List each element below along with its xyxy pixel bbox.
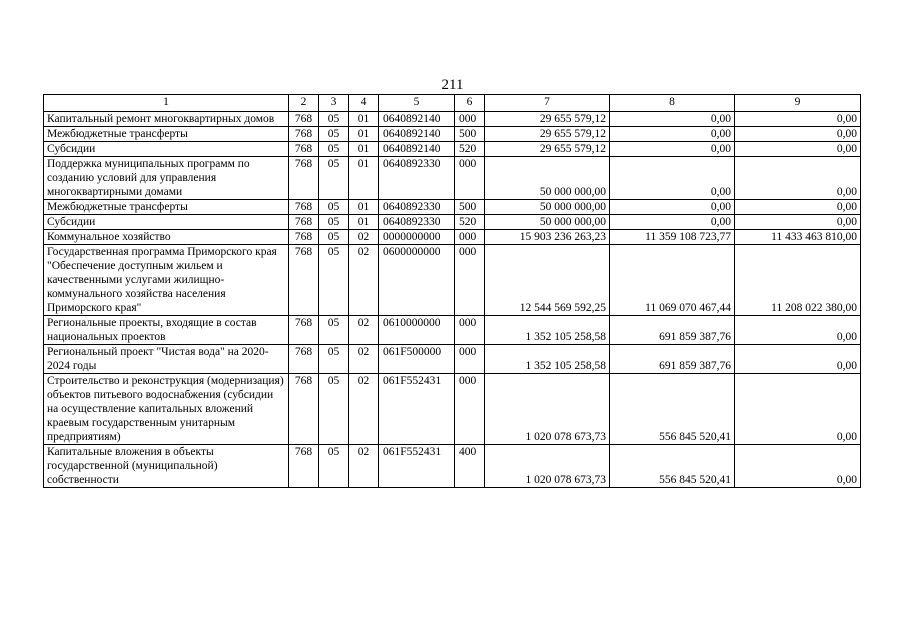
- row-amount-col7-cell: 29 655 579,12: [485, 112, 610, 127]
- row-amount-col8-cell: 11 069 070 467,44: [610, 245, 735, 316]
- row-section-cell: 05: [319, 112, 349, 127]
- row-admin-code-cell: 768: [289, 230, 319, 245]
- column-header: 6: [455, 95, 485, 112]
- row-amount-col8-cell: 0,00: [610, 127, 735, 142]
- row-subsection-cell: 02: [349, 316, 379, 345]
- row-section-cell: 05: [319, 316, 349, 345]
- row-name-cell: Региональные проекты, входящие в состав национальных проектов: [44, 316, 289, 345]
- row-subsection-cell: 02: [349, 345, 379, 374]
- row-section-cell: 05: [319, 200, 349, 215]
- row-amount-col8-cell: 556 845 520,41: [610, 374, 735, 445]
- column-header: 3: [319, 95, 349, 112]
- row-amount-col8-cell: 0,00: [610, 200, 735, 215]
- row-amount-col7-cell: 15 903 236 263,23: [485, 230, 610, 245]
- row-subsection-cell: 01: [349, 142, 379, 157]
- column-header: 4: [349, 95, 379, 112]
- row-subsection-cell: 01: [349, 215, 379, 230]
- row-admin-code-cell: 768: [289, 245, 319, 316]
- row-expense-type-cell: 000: [455, 230, 485, 245]
- row-expense-type-cell: 000: [455, 245, 485, 316]
- row-expense-type-cell: 000: [455, 345, 485, 374]
- table-row: [44, 112, 861, 127]
- row-amount-col9-cell: 0,00: [735, 127, 861, 142]
- row-amount-col8-cell: 556 845 520,41: [610, 445, 735, 488]
- row-amount-col8-cell: 0,00: [610, 112, 735, 127]
- row-amount-col8-cell: 0,00: [610, 142, 735, 157]
- row-amount-col8-cell: 691 859 387,76: [610, 345, 735, 374]
- row-amount-col7-cell: 29 655 579,12: [485, 142, 610, 157]
- row-expense-type-cell: 000: [455, 316, 485, 345]
- row-expense-type-cell: 520: [455, 215, 485, 230]
- row-section-cell: 05: [319, 374, 349, 445]
- row-name-cell: Государственная программа Приморского края "Обеспечение доступным жильем и качественными услугами жилищно-коммунального хозяйства населения Приморского края": [44, 245, 289, 316]
- row-amount-col9-cell: 11 433 463 810,00: [735, 230, 861, 245]
- row-amount-col9-cell: 0,00: [735, 215, 861, 230]
- row-expense-type-cell: 000: [455, 112, 485, 127]
- row-target-article-cell: 0640892140: [379, 112, 455, 127]
- column-header: 9: [735, 95, 861, 112]
- row-amount-col8-cell: 0,00: [610, 157, 735, 200]
- row-expense-type-cell: 000: [455, 374, 485, 445]
- table-row: [44, 127, 861, 142]
- table-row: [44, 200, 861, 215]
- row-name-cell: Поддержка муниципальных программ по созданию условий для управления многоквартирными домами: [44, 157, 289, 200]
- row-subsection-cell: 02: [349, 245, 379, 316]
- row-name-cell: Капитальные вложения в объекты государственной (муниципальной) собственности: [44, 445, 289, 488]
- table-row: [44, 215, 861, 230]
- row-amount-col7-cell: 1 020 078 673,73: [485, 445, 610, 488]
- table-row: [44, 445, 861, 488]
- row-name-cell: Межбюджетные трансферты: [44, 200, 289, 215]
- budget-table: [43, 94, 861, 488]
- row-name-cell: Строительство и реконструкция (модернизация) объектов питьевого водоснабжения (субсидии на осуществление капитальных вложений краевым государственным унитарным предприятиям): [44, 374, 289, 445]
- row-amount-col7-cell: 29 655 579,12: [485, 127, 610, 142]
- row-amount-col9-cell: 0,00: [735, 200, 861, 215]
- row-target-article-cell: 061F552431: [379, 445, 455, 488]
- row-target-article-cell: 0640892330: [379, 200, 455, 215]
- table-header-row: [44, 95, 861, 112]
- column-header: 1: [44, 95, 289, 112]
- row-section-cell: 05: [319, 445, 349, 488]
- column-header: 5: [379, 95, 455, 112]
- row-target-article-cell: 0640892140: [379, 142, 455, 157]
- row-expense-type-cell: 500: [455, 127, 485, 142]
- row-amount-col7-cell: 1 352 105 258,58: [485, 345, 610, 374]
- row-admin-code-cell: 768: [289, 157, 319, 200]
- row-subsection-cell: 01: [349, 112, 379, 127]
- row-admin-code-cell: 768: [289, 445, 319, 488]
- row-expense-type-cell: 000: [455, 157, 485, 200]
- row-section-cell: 05: [319, 127, 349, 142]
- row-amount-col7-cell: 12 544 569 592,25: [485, 245, 610, 316]
- row-target-article-cell: 0600000000: [379, 245, 455, 316]
- row-target-article-cell: 0640892330: [379, 215, 455, 230]
- row-admin-code-cell: 768: [289, 374, 319, 445]
- row-target-article-cell: 0640892330: [379, 157, 455, 200]
- row-amount-col9-cell: 11 208 022 380,00: [735, 245, 861, 316]
- row-admin-code-cell: 768: [289, 215, 319, 230]
- row-admin-code-cell: 768: [289, 316, 319, 345]
- row-amount-col9-cell: 0,00: [735, 374, 861, 445]
- row-amount-col7-cell: 50 000 000,00: [485, 157, 610, 200]
- row-name-cell: Субсидии: [44, 142, 289, 157]
- row-section-cell: 05: [319, 345, 349, 374]
- table-row: [44, 142, 861, 157]
- row-admin-code-cell: 768: [289, 142, 319, 157]
- row-amount-col9-cell: 0,00: [735, 445, 861, 488]
- row-admin-code-cell: 768: [289, 200, 319, 215]
- row-name-cell: Межбюджетные трансферты: [44, 127, 289, 142]
- row-target-article-cell: 061F500000: [379, 345, 455, 374]
- row-name-cell: Капитальный ремонт многоквартирных домов: [44, 112, 289, 127]
- row-target-article-cell: 0610000000: [379, 316, 455, 345]
- row-section-cell: 05: [319, 245, 349, 316]
- row-expense-type-cell: 400: [455, 445, 485, 488]
- column-header: 2: [289, 95, 319, 112]
- row-expense-type-cell: 520: [455, 142, 485, 157]
- row-amount-col9-cell: 0,00: [735, 157, 861, 200]
- row-target-article-cell: 061F552431: [379, 374, 455, 445]
- row-amount-col7-cell: 1 352 105 258,58: [485, 316, 610, 345]
- row-amount-col7-cell: 50 000 000,00: [485, 200, 610, 215]
- row-amount-col8-cell: 691 859 387,76: [610, 316, 735, 345]
- row-amount-col8-cell: 11 359 108 723,77: [610, 230, 735, 245]
- row-subsection-cell: 01: [349, 157, 379, 200]
- page-number: 211: [441, 77, 464, 93]
- row-amount-col7-cell: 1 020 078 673,73: [485, 374, 610, 445]
- row-subsection-cell: 01: [349, 127, 379, 142]
- row-section-cell: 05: [319, 230, 349, 245]
- row-admin-code-cell: 768: [289, 112, 319, 127]
- row-amount-col9-cell: 0,00: [735, 316, 861, 345]
- row-subsection-cell: 01: [349, 200, 379, 215]
- row-target-article-cell: 0000000000: [379, 230, 455, 245]
- table-row: [44, 245, 861, 316]
- row-name-cell: Региональный проект "Чистая вода" на 2020-2024 годы: [44, 345, 289, 374]
- row-amount-col8-cell: 0,00: [610, 215, 735, 230]
- column-header: 8: [610, 95, 735, 112]
- row-amount-col9-cell: 0,00: [735, 112, 861, 127]
- table-row: [44, 157, 861, 200]
- row-subsection-cell: 02: [349, 230, 379, 245]
- row-name-cell: Коммунальное хозяйство: [44, 230, 289, 245]
- row-section-cell: 05: [319, 157, 349, 200]
- row-amount-col7-cell: 50 000 000,00: [485, 215, 610, 230]
- row-amount-col9-cell: 0,00: [735, 345, 861, 374]
- row-expense-type-cell: 500: [455, 200, 485, 215]
- row-amount-col9-cell: 0,00: [735, 142, 861, 157]
- table-row: [44, 374, 861, 445]
- row-subsection-cell: 02: [349, 374, 379, 445]
- table-row: [44, 345, 861, 374]
- row-section-cell: 05: [319, 142, 349, 157]
- row-target-article-cell: 0640892140: [379, 127, 455, 142]
- row-name-cell: Субсидии: [44, 215, 289, 230]
- column-header: 7: [485, 95, 610, 112]
- row-admin-code-cell: 768: [289, 127, 319, 142]
- table-row: [44, 316, 861, 345]
- row-subsection-cell: 02: [349, 445, 379, 488]
- row-section-cell: 05: [319, 215, 349, 230]
- row-admin-code-cell: 768: [289, 345, 319, 374]
- table-row: [44, 230, 861, 245]
